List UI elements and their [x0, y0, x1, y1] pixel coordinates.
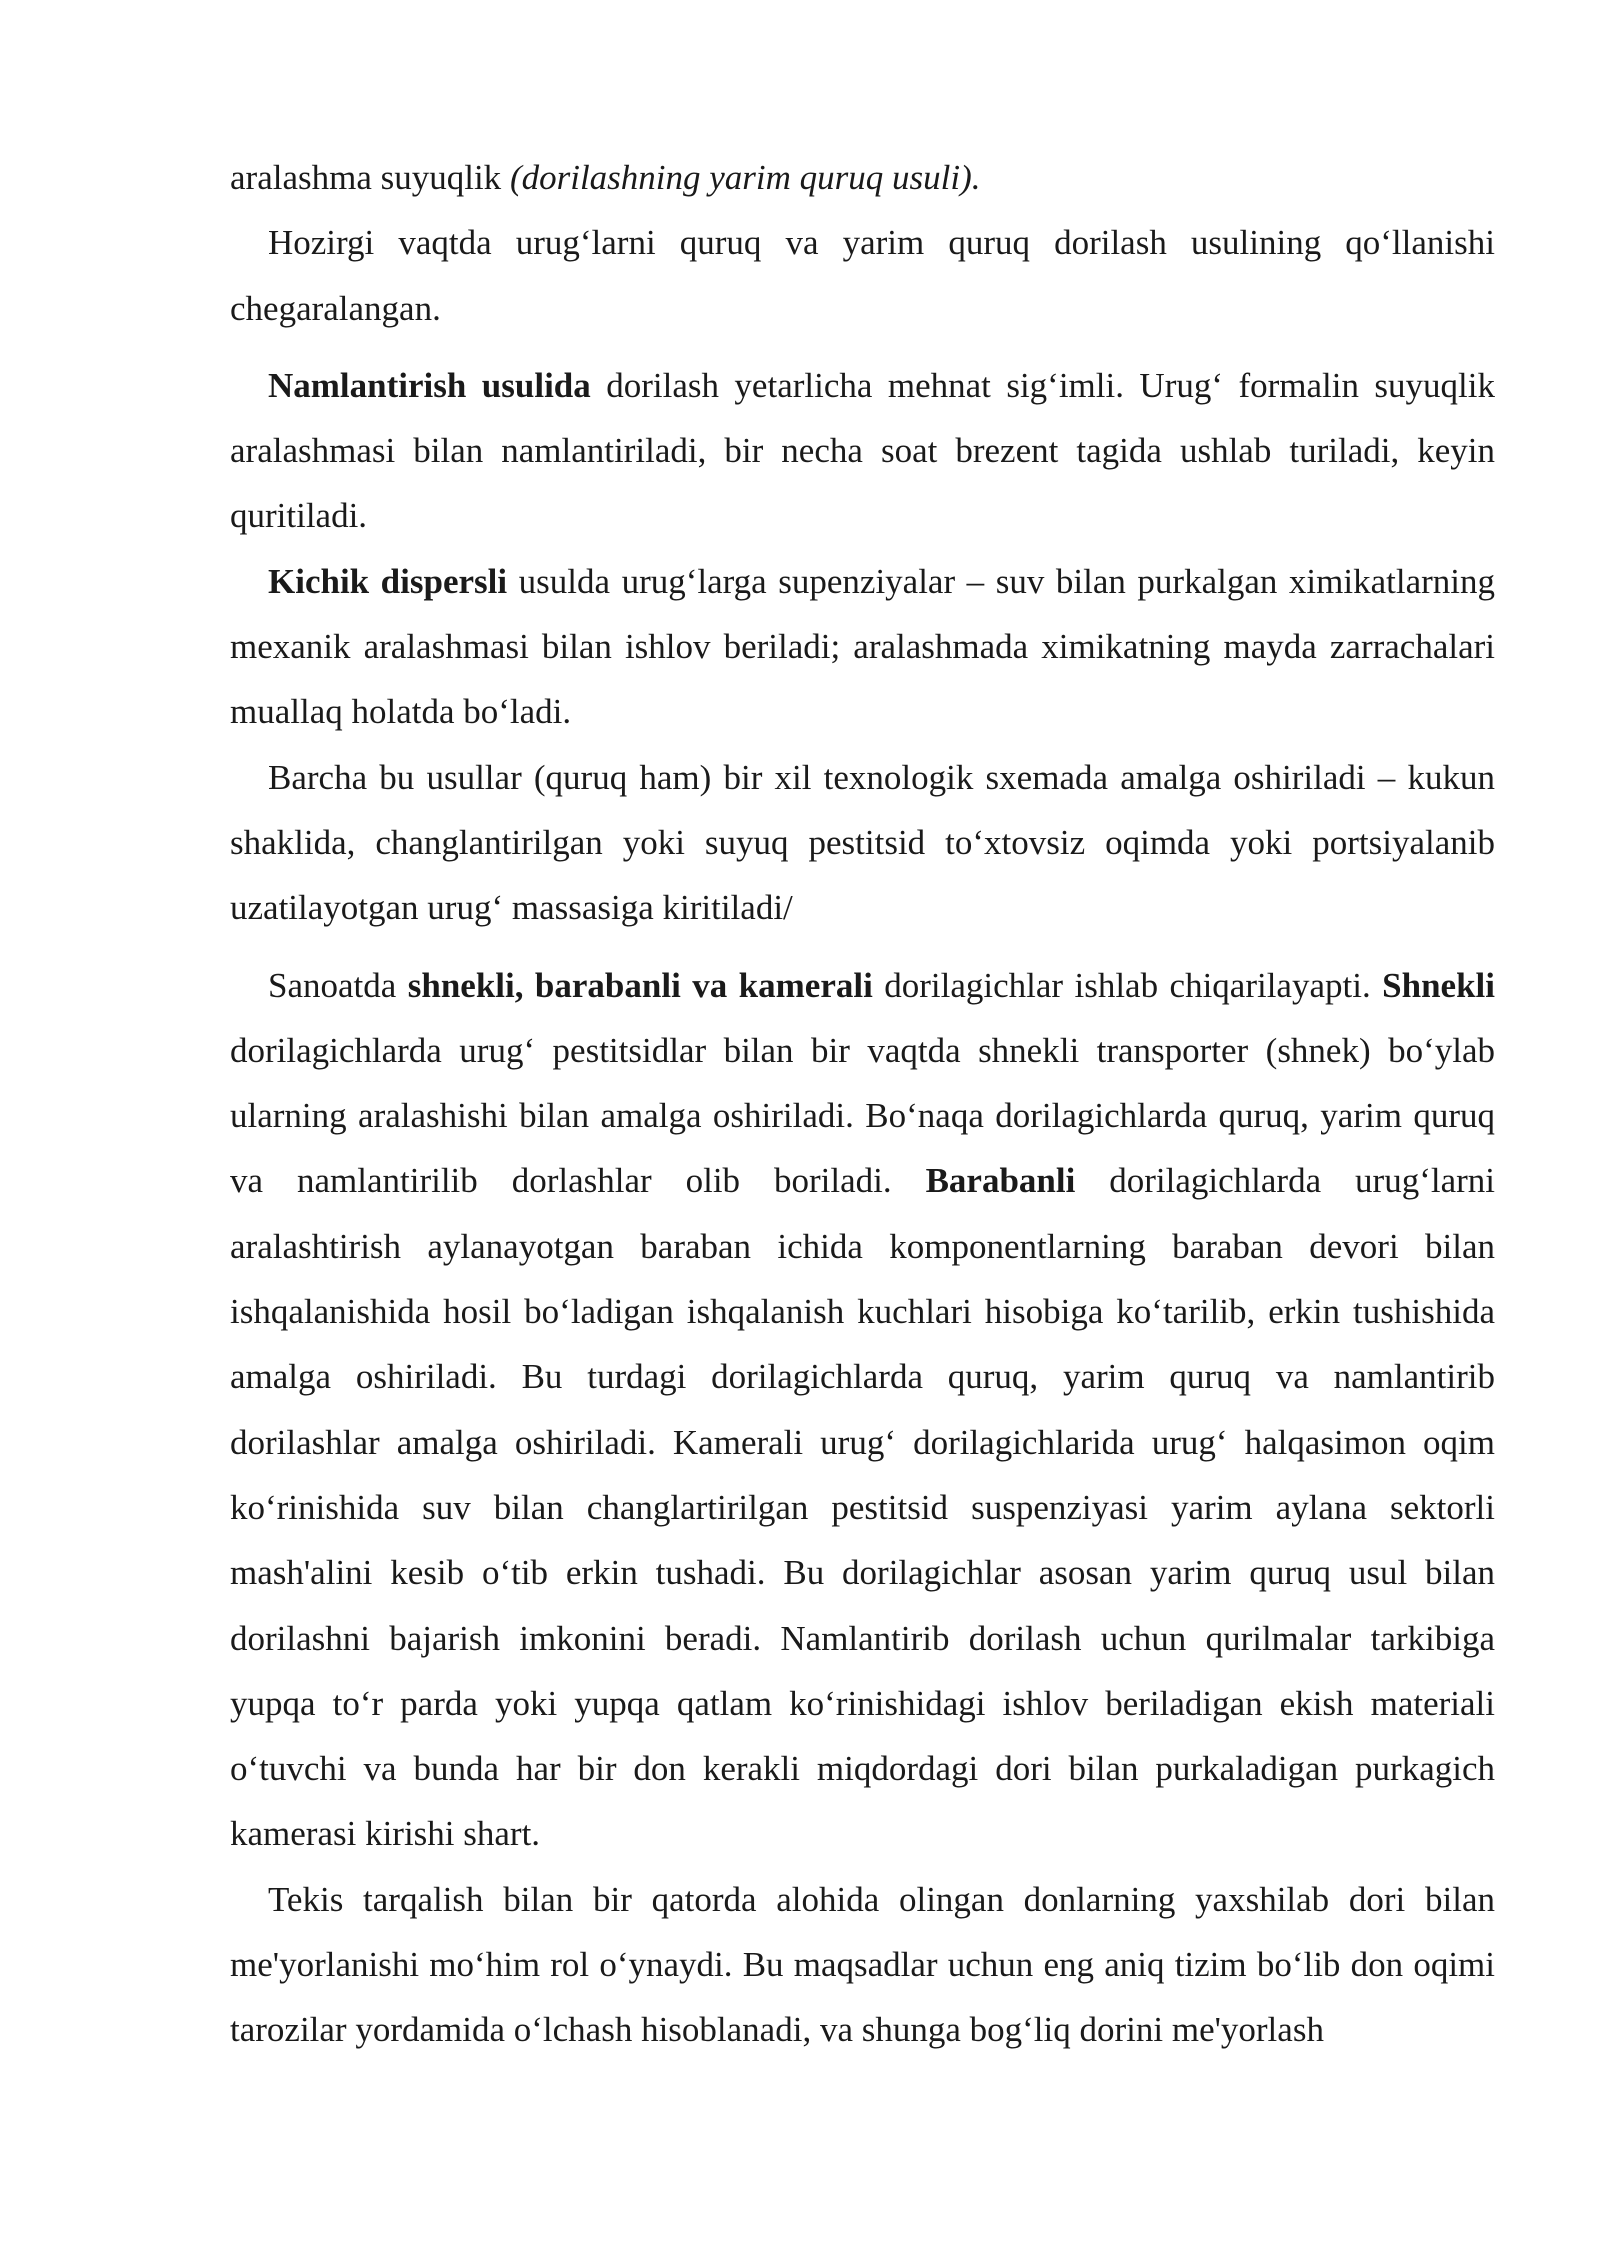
text-run: dorilagichlarda urug‘larni aralashtirish aylanayotgan baraban ichida komponentlarning baraban devori bilan ishqalanishida hosil bo‘ladigan ishqalanish kuchlari hisobiga ko‘tarilib, erkin tushishida amalga oshiriladi. Bu turdagi dorilagichlarda quruq, yarim quruq va namlantirib dorilashlar amalga oshiriladi. Kamerali urug‘ dorilagichlarida urug‘ halqasimon oqim ko‘rinishida suv bilan changlartirilgan pestitsid suspenziyasi yarim aylana sektorli mash'alini kesib o‘tib erkin tushadi. Bu dorilagichlar asosan yarim quruq usul bilan dorilashni bajarish imkonini beradi. Namlantirib dorilash uchun qurilmalar tarkibiga yupqa to‘r parda yoki yupqa qatlam ko‘rinishidagi ishlov beriladigan ekish materiali o‘tuvchi va bunda har bir don kerakli miqdordagi dori bilan purkaladigan purkagich kamerasi kirishi shart. — [230, 1161, 1496, 1854]
text-run: dorilagichlar ishlab chiqarilayapti. — [872, 965, 1383, 1005]
text-run: Tekis tarqalish bilan bir qatorda alohida olingan donlarning yaxshilab dori bilan me'yorlanishi mo‘him rol o‘ynaydi. Bu maqsadlar uchun eng aniq tizim bo‘lib don oqimi tarozilar yordamida o‘lchash hisoblanadi, va shunga bog‘liq dorini me'yorlash — [230, 1879, 1495, 2050]
paragraph-hozirgi-vaqtda — [230, 210, 1495, 341]
text-run: Barcha bu usullar (quruq ham) bir xil texnologik sxemada amalga oshiriladi – kukun shaklida, changlantirilgan yoki suyuq pestitsid to‘xtovsiz oqimda yoki portsiyalanib uzatilayotgan urug‘ massasiga kiritiladi/ — [230, 757, 1495, 928]
paragraph-kichik-dispersli — [230, 549, 1495, 745]
text-run: Hozirgi vaqtda urug‘larni quruq va yarim quruq dorilash usulining qo‘llanishi chegaralangan. — [230, 223, 1495, 328]
text-run: usulda urug‘larga supenziyalar – suv bilan purkalgan ximikatlarning mexanik aralashmasi bilan ishlov beriladi; aralashmada ximikatning mayda zarrachalari muallaq holatda bo‘ladi. — [230, 561, 1495, 732]
text-run: dorilagichlarda urug‘ pestitsidlar bilan bir vaqtda shnekli transporter (shnek) bo‘ylab ularning aralashishi bilan amalga oshiriladi. Bo‘naqa dorilagichlarda quruq, yarim quruq va namlantirilib dorlashlar olib boriladi. — [230, 1030, 1495, 1201]
italic-text-run: (dorilashning yarim quruq usuli). — [509, 158, 981, 197]
bold-text-run: Namlantirish usulida — [268, 365, 591, 405]
text-run: aralashma suyuqlik — [230, 158, 510, 197]
bold-text-run: shnekli, barabanli va kamerali — [407, 965, 873, 1005]
paragraph-sanoatda — [230, 953, 1495, 1867]
text-run: Sanoatda — [268, 965, 408, 1005]
bold-text-run: Shnekli — [1382, 965, 1495, 1005]
text-run: dorilash yetarlicha mehnat sig‘imli. Urug‘ formalin suyuqlik aralashmasi bilan namlantiriladi, bir necha soat brezent tagida ushlab turiladi, keyin quritiladi. — [230, 365, 1495, 536]
paragraph-continuation — [230, 145, 1495, 210]
paragraph-tekis-tarqalish — [230, 1867, 1495, 2063]
bold-text-run: Barabanli — [925, 1161, 1076, 1201]
paragraph-barcha-bu-usullar — [230, 745, 1495, 941]
document-page — [230, 145, 1495, 2063]
bold-text-run: Kichik dispersli — [268, 561, 508, 601]
paragraph-namlantirish-usulida — [230, 353, 1495, 549]
